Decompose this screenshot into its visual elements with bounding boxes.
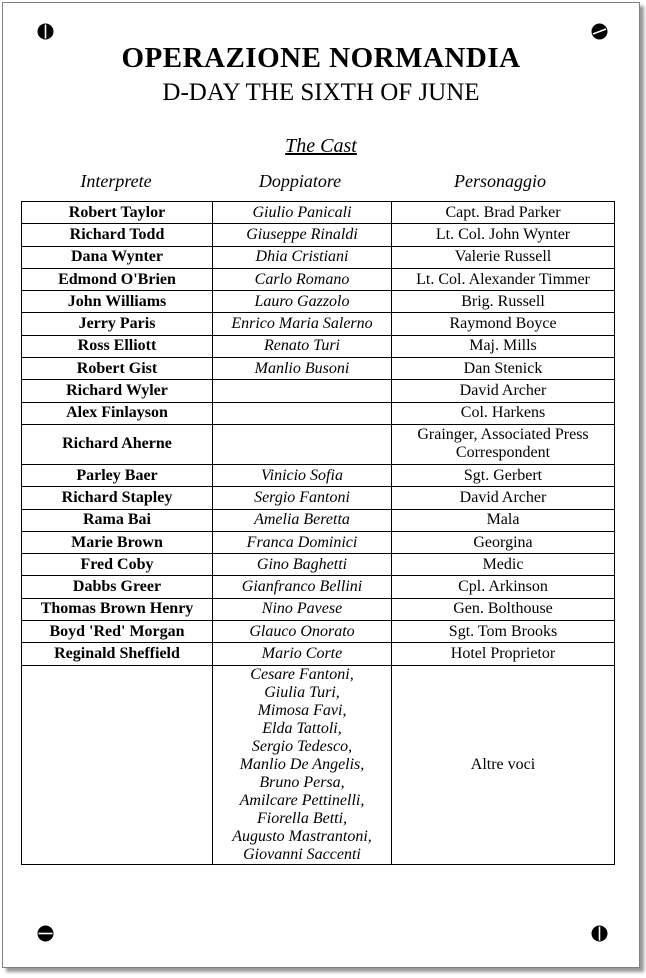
- dubber-cell: Dhia Cristiani: [213, 246, 392, 268]
- role-cell: Lt. Col. Alexander Timmer: [392, 268, 615, 290]
- voice-dubber: Giulia Turi,: [264, 683, 340, 701]
- voice-dubber: Cesare Fantoni,: [250, 665, 354, 683]
- actor-cell: [22, 665, 213, 864]
- dubber-cell: Amelia Beretta: [213, 509, 392, 531]
- dubber-cell: Vinicio Sofia: [213, 464, 392, 486]
- voice-dubber: Sergio Tedesco,: [251, 737, 353, 755]
- dubber-cell: Glauco Onorato: [213, 621, 392, 643]
- actor-cell: Fred Coby: [22, 554, 213, 576]
- actor-cell: John Williams: [22, 291, 213, 313]
- screw-icon: [591, 23, 608, 40]
- dubber-cell: Gianfranco Bellini: [213, 576, 392, 598]
- role-cell: Maj. Mills: [392, 335, 615, 357]
- table-row: [22, 621, 615, 643]
- table-row: [22, 576, 615, 598]
- table-row: [22, 313, 615, 335]
- table-row: [22, 424, 615, 464]
- actor-cell: Jerry Paris: [22, 313, 213, 335]
- dubber-cell: Giuseppe Rinaldi: [213, 224, 392, 246]
- table-row: [22, 335, 615, 357]
- voice-dubber: Giovanni Saccenti: [243, 845, 361, 863]
- dubber-cell: Mario Corte: [213, 643, 392, 665]
- column-header-doppiatore: Doppiatore: [258, 171, 342, 191]
- actor-cell: Richard Aherne: [22, 424, 213, 464]
- role-cell: Georgina: [392, 531, 615, 553]
- table-row: [22, 268, 615, 290]
- other-voices-cell: [213, 665, 392, 864]
- table-row-other-voices: [22, 665, 615, 864]
- actor-cell: Boyd 'Red' Morgan: [22, 621, 213, 643]
- actor-cell: Richard Stapley: [22, 487, 213, 509]
- actor-cell: Dabbs Greer: [22, 576, 213, 598]
- voice-dubber: Augusto Mastrantoni,: [232, 827, 372, 845]
- page-subtitle: D-DAY THE SIXTH OF JUNE: [162, 79, 480, 106]
- table-row: [22, 598, 615, 620]
- actor-cell: Rama Bai: [22, 509, 213, 531]
- role-cell: Gen. Bolthouse: [392, 598, 615, 620]
- column-header-personaggio: Personaggio: [454, 171, 546, 191]
- table-row: [22, 487, 615, 509]
- voice-dubber: Manlio De Angelis,: [239, 755, 365, 773]
- voice-dubber: Amilcare Pettinelli,: [239, 791, 365, 809]
- role-cell: Brig. Russell: [392, 291, 615, 313]
- actor-cell: Parley Baer: [22, 464, 213, 486]
- role-cell: Sgt. Gerbert: [392, 464, 615, 486]
- voice-dubber: Mimosa Favi,: [257, 701, 347, 719]
- dubber-cell: Franca Dominici: [213, 531, 392, 553]
- voice-dubber: Fiorella Betti,: [256, 809, 348, 827]
- dubber-cell: [213, 380, 392, 402]
- cast-table: [21, 201, 615, 865]
- role-cell: Mala: [392, 509, 615, 531]
- table-row: [22, 202, 615, 224]
- role-cell: Raymond Boyce: [392, 313, 615, 335]
- role-cell: David Archer: [392, 380, 615, 402]
- dubber-cell: Renato Turi: [213, 335, 392, 357]
- role-cell: [392, 424, 615, 464]
- dubber-cell: Manlio Busoni: [213, 358, 392, 380]
- table-row: [22, 531, 615, 553]
- screw-icon: [591, 925, 608, 942]
- dubber-cell: Sergio Fantoni: [213, 487, 392, 509]
- dubber-cell: Lauro Gazzolo: [213, 291, 392, 313]
- dubber-cell: Nino Pavese: [213, 598, 392, 620]
- dubber-cell: Giulio Panicali: [213, 202, 392, 224]
- voice-dubber: Bruno Persa,: [259, 773, 345, 791]
- page-title: OPERAZIONE NORMANDIA: [121, 42, 521, 74]
- dubber-cell: Carlo Romano: [213, 268, 392, 290]
- role-cell: Cpl. Arkinson: [392, 576, 615, 598]
- table-row: [22, 380, 615, 402]
- other-voices-role: Altre voci: [392, 665, 615, 864]
- table-row: [22, 246, 615, 268]
- actor-cell: Robert Taylor: [22, 202, 213, 224]
- role-cell: Dan Stenick: [392, 358, 615, 380]
- actor-cell: Thomas Brown Henry: [22, 598, 213, 620]
- actor-cell: Marie Brown: [22, 531, 213, 553]
- actor-cell: Edmond O'Brien: [22, 268, 213, 290]
- table-row: [22, 509, 615, 531]
- actor-cell: Reginald Sheffield: [22, 643, 213, 665]
- role-line: Grainger, Associated Press: [417, 426, 589, 444]
- role-cell: Sgt. Tom Brooks: [392, 621, 615, 643]
- table-row: [22, 358, 615, 380]
- dubber-cell: [213, 424, 392, 464]
- table-row: [22, 643, 615, 665]
- role-cell: Valerie Russell: [392, 246, 615, 268]
- role-cell: Capt. Brad Parker: [392, 202, 615, 224]
- actor-cell: Ross Elliott: [22, 335, 213, 357]
- table-row: [22, 554, 615, 576]
- actor-cell: Richard Todd: [22, 224, 213, 246]
- dubber-cell: Gino Baghetti: [213, 554, 392, 576]
- actor-cell: Dana Wynter: [22, 246, 213, 268]
- role-cell: David Archer: [392, 487, 615, 509]
- role-cell: Col. Harkens: [392, 402, 615, 424]
- role-line: Correspondent: [455, 444, 551, 462]
- dubber-cell: [213, 402, 392, 424]
- voice-dubber: Elda Tattoli,: [262, 719, 342, 737]
- role-cell: Hotel Proprietor: [392, 643, 615, 665]
- actor-cell: Richard Wyler: [22, 380, 213, 402]
- role-cell: Medic: [392, 554, 615, 576]
- actor-cell: Alex Finlayson: [22, 402, 213, 424]
- cast-heading: The Cast: [285, 135, 357, 157]
- dubber-cell: Enrico Maria Salerno: [213, 313, 392, 335]
- screw-icon: [37, 925, 54, 942]
- table-row: [22, 224, 615, 246]
- column-header-interprete: Interprete: [80, 171, 152, 191]
- role-cell: Lt. Col. John Wynter: [392, 224, 615, 246]
- table-row: [22, 464, 615, 486]
- table-row: [22, 402, 615, 424]
- actor-cell: Robert Gist: [22, 358, 213, 380]
- screw-icon: [37, 23, 54, 40]
- table-row: [22, 291, 615, 313]
- cast-plaque: [2, 2, 640, 968]
